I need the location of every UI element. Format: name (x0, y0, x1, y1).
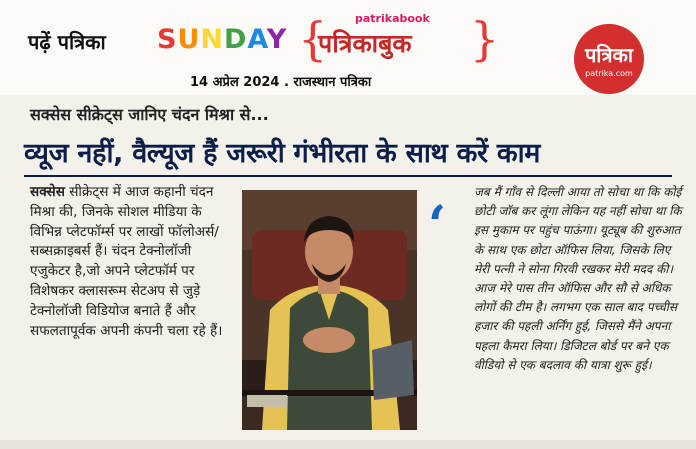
masthead (0, 0, 696, 95)
patrika-logo (574, 24, 644, 94)
brace-left: { (298, 12, 328, 66)
logo-main-text: पत्रिका (584, 43, 634, 67)
sunday-letter: A (247, 24, 267, 55)
quote-mark-icon: ‘ (428, 195, 447, 256)
headline-divider (24, 175, 672, 177)
article-headline: व्यूज नहीं, वैल्यूज हैं जरूरी गंभीरता के साथ करें काम (24, 138, 541, 169)
article-lead (30, 183, 235, 341)
padhein-patrika-label: पढ़ें पत्रिका (28, 30, 106, 54)
brace-right: } (470, 12, 500, 66)
pull-quote: जब मैं गाँव से दिल्ली आया तो सोचा था कि कोई छोटी जॉब कर लूंगा लेकिन यह नहीं सोचा था कि इस मुकाम पर पहुंच पाऊंगा। यूट्यूब की शुरुआत के साथ एक छोटा ऑफिस लिया, जिसके लिए मेरी पत्नी ने सोना गिरवी रखकर मेरी मदद की। आज मेरे पास तीन ऑफिस और सौ से अधिक लोगों की टीम है। लगभग एक साल बाद पच्चीस हजार की पहली अर्निंग हुई, जिससे मैंने अपना पहला कैमरा लिया। डिजिटल बोर्ड पर बने एक वीडियो से एक बदलाव की यात्रा शुरू हुई। (474, 185, 682, 372)
sunday-letter: D (224, 24, 248, 55)
article-kicker: सक्सेस सीक्रेट्स जानिए चंदन मिश्रा से... (30, 105, 269, 124)
sunday-letter: U (177, 24, 201, 55)
logo-sub-text: patrika.com (585, 69, 633, 78)
sunday-letter: Y (266, 24, 288, 55)
portrait-photo (242, 190, 417, 430)
dateline: 14 अप्रेल 2024 . राजस्थान पत्रिका (190, 75, 372, 90)
bottom-strip (0, 440, 696, 449)
portrait-illustration (242, 190, 417, 430)
patrikabook-title: पत्रिकाबुक (318, 29, 412, 58)
lead-bold-word: सक्सेस (30, 184, 65, 200)
sunday-letter: S (157, 24, 178, 55)
patrikabook-small-label: patrikabook (355, 12, 430, 25)
lead-text: सीक्रेट्स में आज कहानी चंदन मिश्रा की, जिनके सोशल मीडिया के विभिन्न प्लेटफॉर्म्स पर लाखों फॉलोअर्स/ सब्सक्राइबर्स हैं। चंदन टेक्नोलॉजी एजुकेटर है,जो अपने प्लेटफॉर्म पर विशेषकर क्लासरूम सेटअप से जुड़े टेक्नोलॉजी विडियोज बनाते हैं और सफलतापूर्वक अपनी कंपनी चला रहे हैं। (30, 184, 223, 339)
sunday-letter: N (200, 24, 224, 55)
sunday-wordmark (157, 24, 287, 55)
